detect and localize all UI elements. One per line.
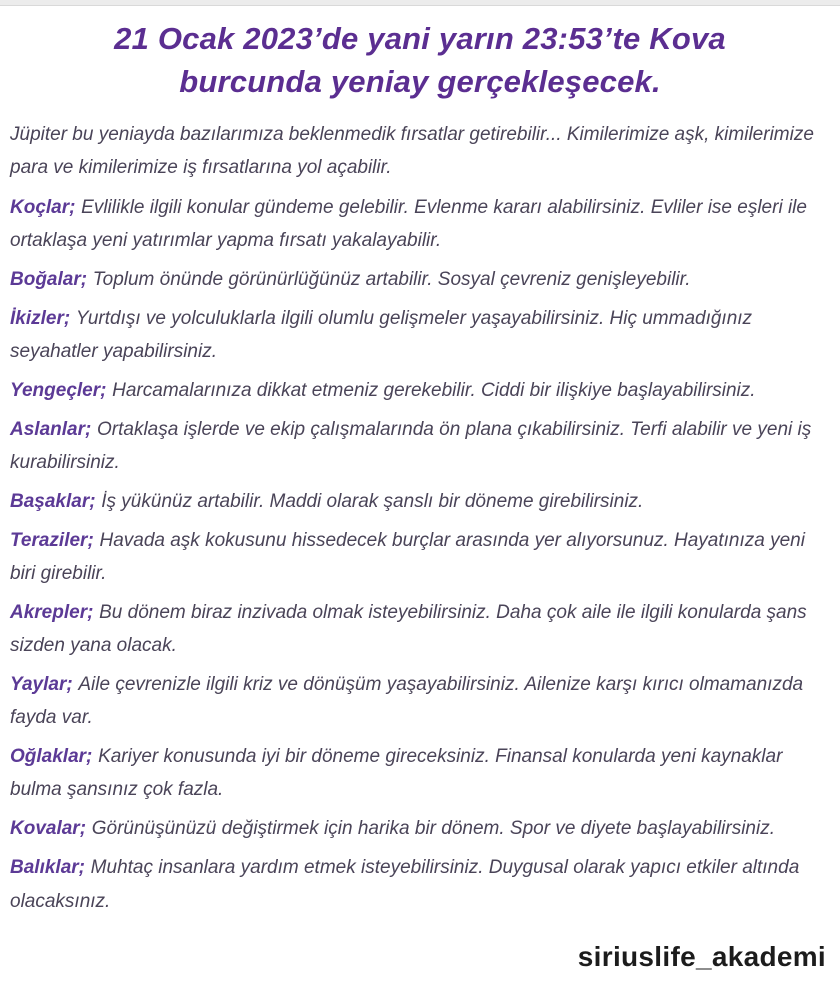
zodiac-sign-text: Bu dönem biraz inzivada olmak isteyebilirsiniz. Daha çok aile ile ilgili konularda şans sizden yana olacak. [10,602,807,657]
horoscope-entry-taurus [10,263,830,296]
horoscope-entry-virgo [10,485,830,518]
horoscope-entry-leo [10,413,830,479]
zodiac-sign-label: Oğlaklar; [10,746,93,768]
zodiac-sign-label: Yaylar; [10,674,73,696]
horoscope-entry-cancer [10,374,830,407]
top-strip [0,0,840,6]
zodiac-sign-text: Yurtdışı ve yolculuklarla ilgili olumlu gelişmeler yaşayabilirsiniz. Hiç ummadığınız seyahatler yapabilirsiniz. [10,307,753,362]
horoscope-entry-aquarius [10,812,830,845]
watermark-text: siriuslife_akademi [577,941,826,972]
zodiac-sign-label: Boğalar; [10,268,88,290]
horoscope-entry-sagittarius [10,668,830,734]
horoscope-entry-aries [10,191,830,257]
zodiac-sign-label: Balıklar; [10,857,85,879]
horoscope-entry-gemini [10,302,830,368]
zodiac-sign-label: Yengeçler; [10,379,107,401]
zodiac-sign-label: Koçlar; [10,196,76,218]
intro-paragraph: Jüpiter bu yeniayda bazılarımıza beklenmedik fırsatlar getirebilir... Kimilerimize aşk, kimilerimize para ve kimilerimize iş fırsatlarına yol açabilir. [10,123,814,178]
horoscope-entry-scorpio [10,596,830,662]
horoscope-entry-pisces [10,851,830,917]
zodiac-sign-label: Teraziler; [10,530,94,552]
zodiac-sign-text: Kariyer konusunda iyi bir döneme gireceksiniz. Finansal konularda yeni kaynaklar bulma şansınız çok fazla. [10,746,783,801]
zodiac-sign-label: Akrepler; [10,602,94,624]
zodiac-sign-label: İkizler; [10,307,71,329]
horoscope-content [0,118,840,918]
zodiac-sign-label: Başaklar; [10,491,96,512]
horoscope-entry-capricorn [10,740,830,806]
zodiac-sign-text: Havada aşk kokusunu hissedecek burçlar arasında yer alıyorsunuz. Hayatınıza yeni biri girebilir. [10,530,805,585]
zodiac-sign-label: Aslanlar; [10,418,92,440]
zodiac-sign-text: Görünüşünüzü değiştirmek için harika bir dönem. Spor ve diyete başlayabilirsiniz. [91,818,775,840]
horoscope-entry-libra [10,524,830,590]
zodiac-sign-text: İş yükünüz artabilir. Maddi olarak şanslı bir döneme girebilirsiniz. [101,491,644,512]
zodiac-sign-text: Harcamalarınıza dikkat etmeniz gerekebilir. Ciddi bir ilişkiye başlayabilirsiniz. [112,379,756,401]
zodiac-sign-text: Toplum önünde görünürlüğünüz artabilir. Sosyal çevreniz genişleyebilir. [92,268,691,290]
zodiac-sign-label: Kovalar; [10,818,87,840]
page-title: 21 Ocak 2023’de yani yarın 23:53’te Kova burcunda yeniay gerçekleşecek. [114,21,726,99]
zodiac-sign-text: Muhtaç insanlara yardım etmek isteyebilirsiniz. Duygusal olarak yapıcı etkiler altında olacaksınız. [10,857,800,912]
zodiac-sign-text: Ortaklaşa işlerde ve ekip çalışmalarında ön plana çıkabilirsiniz. Terfi alabilir ve yeni iş kurabilirsiniz. [10,418,812,473]
zodiac-sign-text: Evlilikle ilgili konular gündeme gelebilir. Evlenme kararı alabilirsiniz. Evliler ise eşleri ile ortaklaşa yeni yatırımlar yapma fırsatı yakalayabilir. [10,196,807,251]
zodiac-sign-text: Aile çevrenizle ilgili kriz ve dönüşüm yaşayabilirsiniz. Ailenize karşı kırıcı olmamanızda fayda var. [10,674,804,729]
